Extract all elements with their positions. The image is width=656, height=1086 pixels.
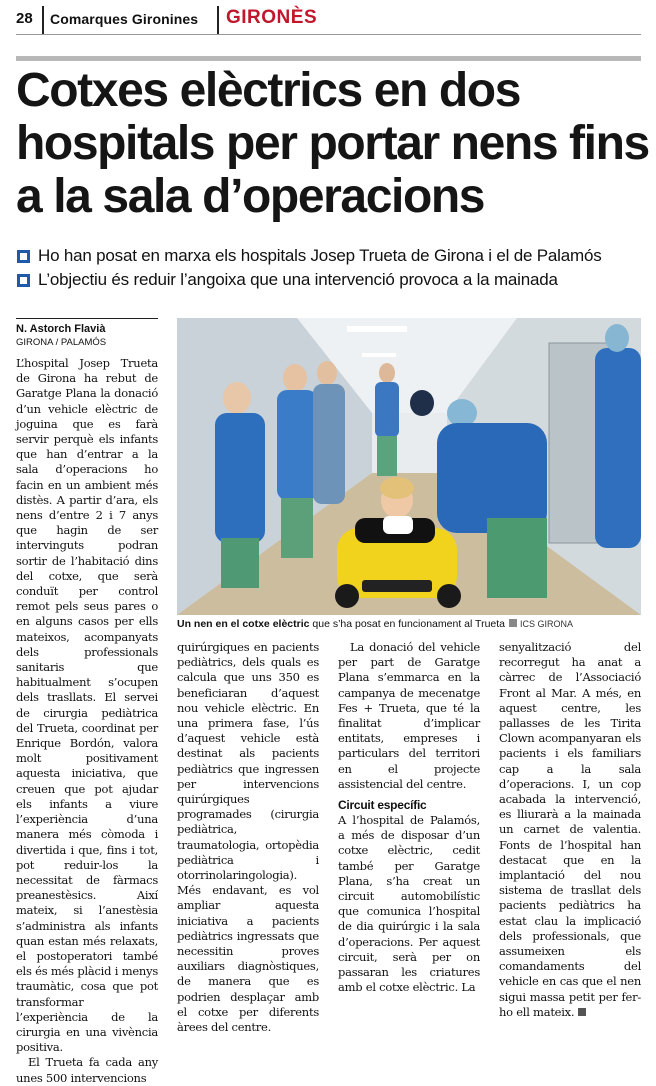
header-divider xyxy=(42,6,44,34)
headline-bar xyxy=(16,56,641,61)
photo-credit: ICS GIRONA xyxy=(520,619,574,629)
body-column-3 xyxy=(338,640,480,995)
subheads xyxy=(16,244,656,292)
paragraph: quirúrgiques en pacients pediàtrics, dels quals es calcula que uns 350 es beneficiaran d’aquest nou vehicle elèctric. En una primera fase, l’ús d’aquest vehicle està destinat als pacients pediàtrics que ingressen per intervencions quirúrgiques programades (cirurgia pediàtrica, traumatologia, ortopèdia pediàtrica i otorrinolaringologia). Més endavant, es vol ampliar aquesta iniciativa a pacients pediàtrics ingressats que necessitin proves auxiliars diagnòstiques, de manera que es podrien desplaçar amb el cotxe per diferents àrees del centre. xyxy=(177,640,319,1035)
byline xyxy=(16,318,158,348)
header-rule xyxy=(16,34,641,35)
paragraph xyxy=(499,640,641,1020)
caption-text: que s’ha posat en funcionament al Trueta xyxy=(309,618,506,630)
paragraph: A l’hospital de Palamós, a més de disposar d’un cotxe elèctric, cedit també per Garatge Plana, s’ha creat un circuit automobilístic que comunica l’hospital de dia quirúrgic i la sala d’operacions. Per aquest circuit, serà per on passaran les criatures amb el cotxe elèctric. La xyxy=(338,813,480,995)
body-column-4 xyxy=(499,640,641,1020)
credit-square-icon xyxy=(509,619,517,627)
bullet-square-icon xyxy=(17,274,30,287)
paragraph-text: senyalització del recorregut ha anat a càrrec de l’Associació Front al Mar. A més, en aquest centre, les pallasses de les Tirita Clown acompanyaran els pacients i els familiars cap a la sala d’operacions. I, un cop acabada la intervenció, es lliurarà a la mainada un carnet de valentia. Fonts de l’hospital han destacat que en la implantació del nou sistema de trasllat dels pacients pediàtrics ha estat clau la implicació dels professionals, que assumeixen els comandaments del vehicle en cas que el nen sigui massa petit per fer-ho ell mateix. xyxy=(499,640,641,1019)
byline-location: GIRONA / PALAMÓS xyxy=(16,337,107,348)
page-header xyxy=(0,0,656,44)
header-divider xyxy=(217,6,219,34)
headline: Cotxes elèctrics en dos hospitals per portar nens fins a la sala d’operacions xyxy=(16,64,649,223)
body-column-2 xyxy=(177,640,319,1035)
end-square-icon xyxy=(578,1008,586,1016)
bullet-square-icon xyxy=(17,250,30,263)
news-photo xyxy=(177,318,641,615)
paragraph: L’hospital Josep Trueta de Girona ha rebut de Garatge Plana la donació d’un vehicle elèctric de joguina que es farà servir perquè els infants que han d’entrar a la sala d’operacions ho facin en un ambient més distès. A partir d’ara, els nens d’entre 2 i 7 anys que hagin de ser intervinguts podran sortir de l’habitació dins del cotxe, que serà conduït per control remot pels seus pares o en alguns casos per ells mateixos, acompanyats dels professionals sanitaris que habitualment s’ocupen dels trasllats. El servei de cirurgia pediàtrica del Trueta, coordinat per Enrique Bordón, valora molt positivament aquesta iniciativa, que creuen que pot ajudar els infants a viure l’experiència d’una manera més còmoda i divertida i que, fins i tot, pot reduir-los la necessitat de fàrmacs preanestèsics. Així mateix, si l’anestèsia s’administra als infants quan estan més relaxats, el postoperatori també els és més plàcid i menys traumàtic, cosa que pot transformar l’experiència de la cirurgia en una vivència positiva. xyxy=(16,356,158,1055)
subhead-1 xyxy=(16,244,656,268)
caption-lead: Un nen en el cotxe elèctric xyxy=(177,618,310,630)
paragraph: La donació del vehicle per part de Garatge Plana s’emmarca en la campanya de mecenatge Fes + Trueta, que té la finalitat d’implicar entitats, empreses i particulars del territori en el projecte assistencial del centre. xyxy=(338,640,480,791)
author: N. Astorch Flavià xyxy=(16,323,106,335)
photo-caption xyxy=(177,618,641,630)
page-number: 28 xyxy=(16,10,33,27)
section-name: Comarques Gironines xyxy=(50,11,199,27)
body-column-1 xyxy=(16,356,158,1086)
region-name: GIRONÈS xyxy=(226,7,318,28)
subhead-text: Ho han posat en marxa els hospitals Josep Trueta de Girona i el de Palamós xyxy=(38,246,602,265)
column-subhead: Circuit específic xyxy=(338,798,427,813)
subhead-text: L’objectiu és reduir l’angoixa que una intervenció provoca a la mainada xyxy=(38,270,558,289)
paragraph: El Trueta fa cada any unes 500 intervencions xyxy=(16,1055,158,1085)
photo-illustration xyxy=(177,318,641,615)
subhead-2 xyxy=(16,268,656,292)
